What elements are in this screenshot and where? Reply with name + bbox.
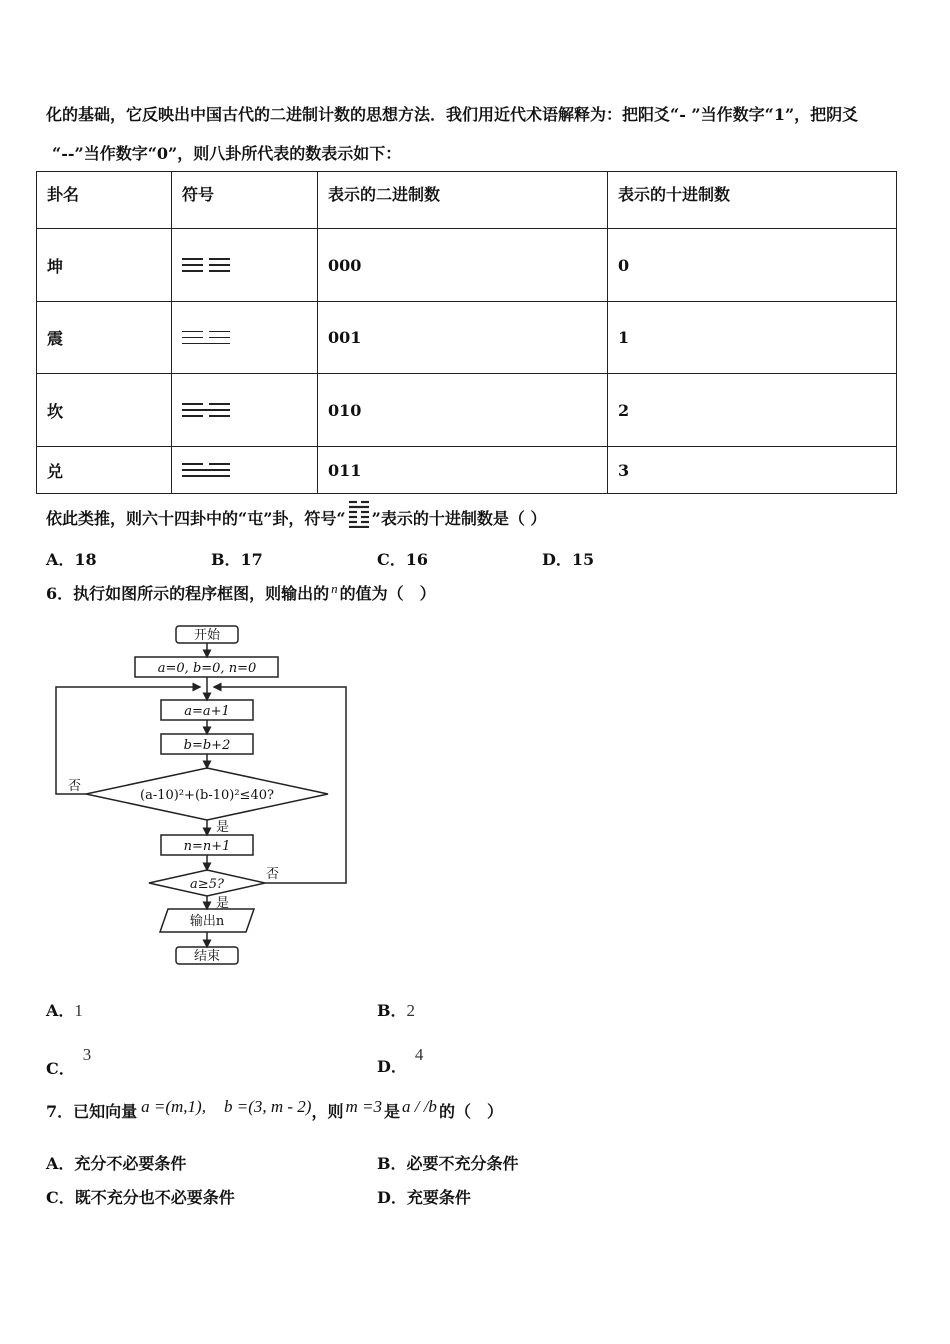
flow-yes2-label: 是 [216, 896, 230, 911]
q5-option-b: B．17 [211, 550, 263, 569]
q7-parallel: a / /b [401, 1097, 437, 1116]
q7-option-d: D．充要条件 [377, 1188, 471, 1207]
flow-cond1-label: (a-10)²+(b-10)²≤40? [140, 788, 274, 803]
trigram-binary: 000 [318, 229, 608, 302]
tun-hexagram-icon [348, 500, 370, 528]
trigram-name: 震 [37, 302, 172, 374]
bagua-table [36, 171, 897, 494]
yin-line-icon [182, 337, 230, 339]
q6-option-a-label: A． [46, 1001, 75, 1020]
yin-line-icon [182, 403, 230, 405]
q5-option-c: C．16 [377, 550, 429, 569]
trigram-name: 坎 [37, 374, 172, 447]
trigram-symbol-icon [182, 254, 230, 276]
trigram-name: 坤 [37, 229, 172, 302]
trigram-symbol-icon [182, 327, 230, 349]
q7-stem [46, 1097, 503, 1122]
flow-no2-label: 否 [266, 867, 280, 882]
flow-yes1-label: 是 [216, 820, 230, 835]
table-header-row [37, 172, 897, 229]
flow-step1-label: a=a+1 [184, 704, 230, 719]
q6-option-a [46, 998, 83, 1021]
q6-option-d-label: D． [377, 1057, 407, 1076]
trigram-binary: 010 [318, 374, 608, 447]
q6-option-a-value: 1 [74, 1001, 83, 1020]
flow-end-label: 结束 [193, 949, 221, 964]
q5-option-a: A．18 [46, 550, 97, 569]
q7-option-a: A．充分不必要条件 [46, 1154, 187, 1173]
yin-line-icon [182, 415, 230, 417]
q6-stem [46, 581, 436, 604]
yin-line-icon [182, 258, 230, 260]
yang-line-icon [182, 475, 230, 477]
trigram-symbol-icon [182, 399, 230, 421]
header-binary: 表示的二进制数 [318, 172, 608, 229]
flow-init-label: a=0, b=0, n=0 [157, 661, 257, 676]
yang-line-icon [182, 469, 230, 471]
trigram-binary: 001 [318, 302, 608, 374]
q7-vec-b: b =(3, m - 2) [223, 1097, 312, 1116]
q5-stem [46, 500, 546, 529]
flow-start-label: 开始 [193, 628, 221, 643]
intro-line-2: “--”当作数字“0”，则八卦所代表的数表示如下： [52, 144, 402, 163]
trigram-symbol [172, 447, 318, 494]
flow-no1-label: 否 [68, 779, 82, 794]
trigram-decimal: 0 [608, 229, 897, 302]
flow-step2-label: b=b+2 [183, 738, 231, 753]
q6-option-b [377, 998, 415, 1021]
header-decimal: 表示的十进制数 [608, 172, 897, 229]
yin-line-icon [182, 264, 230, 266]
flow-step3-label: n=n+1 [183, 839, 231, 854]
q6-option-c [46, 1045, 91, 1079]
q6-option-b-label: B． [377, 1001, 407, 1020]
trigram-binary: 011 [318, 447, 608, 494]
trigram-name: 兑 [37, 447, 172, 494]
intro-line-1: 化的基础，它反映出中国古代的二进制计数的思想方法．我们用近代术语解释为：把阳爻“- ”当作数字“1”，把阴爻 [46, 105, 859, 124]
yin-line-icon [182, 270, 230, 272]
q7-vec-a: a =(m,1), [141, 1097, 206, 1116]
header-name: 卦名 [37, 172, 172, 229]
yang-line-icon [182, 409, 230, 411]
table-row [37, 374, 897, 447]
yang-line-icon [182, 343, 230, 345]
trigram-symbol [172, 374, 318, 447]
q7-shi: 是 [383, 1102, 400, 1121]
trigram-decimal: 2 [608, 374, 897, 447]
q7-mid: ，则 [311, 1102, 344, 1121]
q5-stem-after: ”表示的十进制数是（ ） [371, 509, 547, 528]
q7-option-b: B．必要不充分条件 [377, 1154, 519, 1173]
trigram-symbol [172, 302, 318, 374]
yin-line-icon [182, 331, 230, 333]
flow-output-label: 输出n [189, 914, 225, 929]
table-row [37, 447, 897, 494]
q6-option-b-value: 2 [406, 1001, 416, 1020]
program-flowchart [50, 622, 360, 972]
q5-stem-before: 依此类推，则六十四卦中的“屯”卦，符号“ [46, 509, 346, 528]
trigram-symbol [172, 229, 318, 302]
header-symbol: 符号 [172, 172, 318, 229]
trigram-symbol-icon [182, 459, 230, 481]
yin-line-icon [182, 463, 230, 465]
q7-suffix: 的（ ） [438, 1102, 503, 1121]
q6-option-c-label: C． [46, 1059, 75, 1078]
flow-cond2-label: a≥5? [190, 877, 224, 892]
q6-option-d [377, 1045, 423, 1077]
q7-prefix: 7．已知向量 [46, 1102, 138, 1121]
q6-stem-after: 的值为（ ） [339, 584, 436, 603]
q6-var: n [331, 581, 338, 596]
q5-option-d: D．15 [542, 550, 595, 569]
q6-option-c-value: 3 [82, 1045, 92, 1064]
table-row [37, 302, 897, 374]
trigram-decimal: 1 [608, 302, 897, 374]
q6-stem-before: 6．执行如图所示的程序框图，则输出的 [46, 584, 330, 603]
table-row [37, 229, 897, 302]
trigram-decimal: 3 [608, 447, 897, 494]
q6-option-d-value: 4 [414, 1045, 424, 1064]
q7-cond: m =3 [345, 1097, 382, 1116]
q7-option-c: C．既不充分也不必要条件 [46, 1188, 235, 1207]
